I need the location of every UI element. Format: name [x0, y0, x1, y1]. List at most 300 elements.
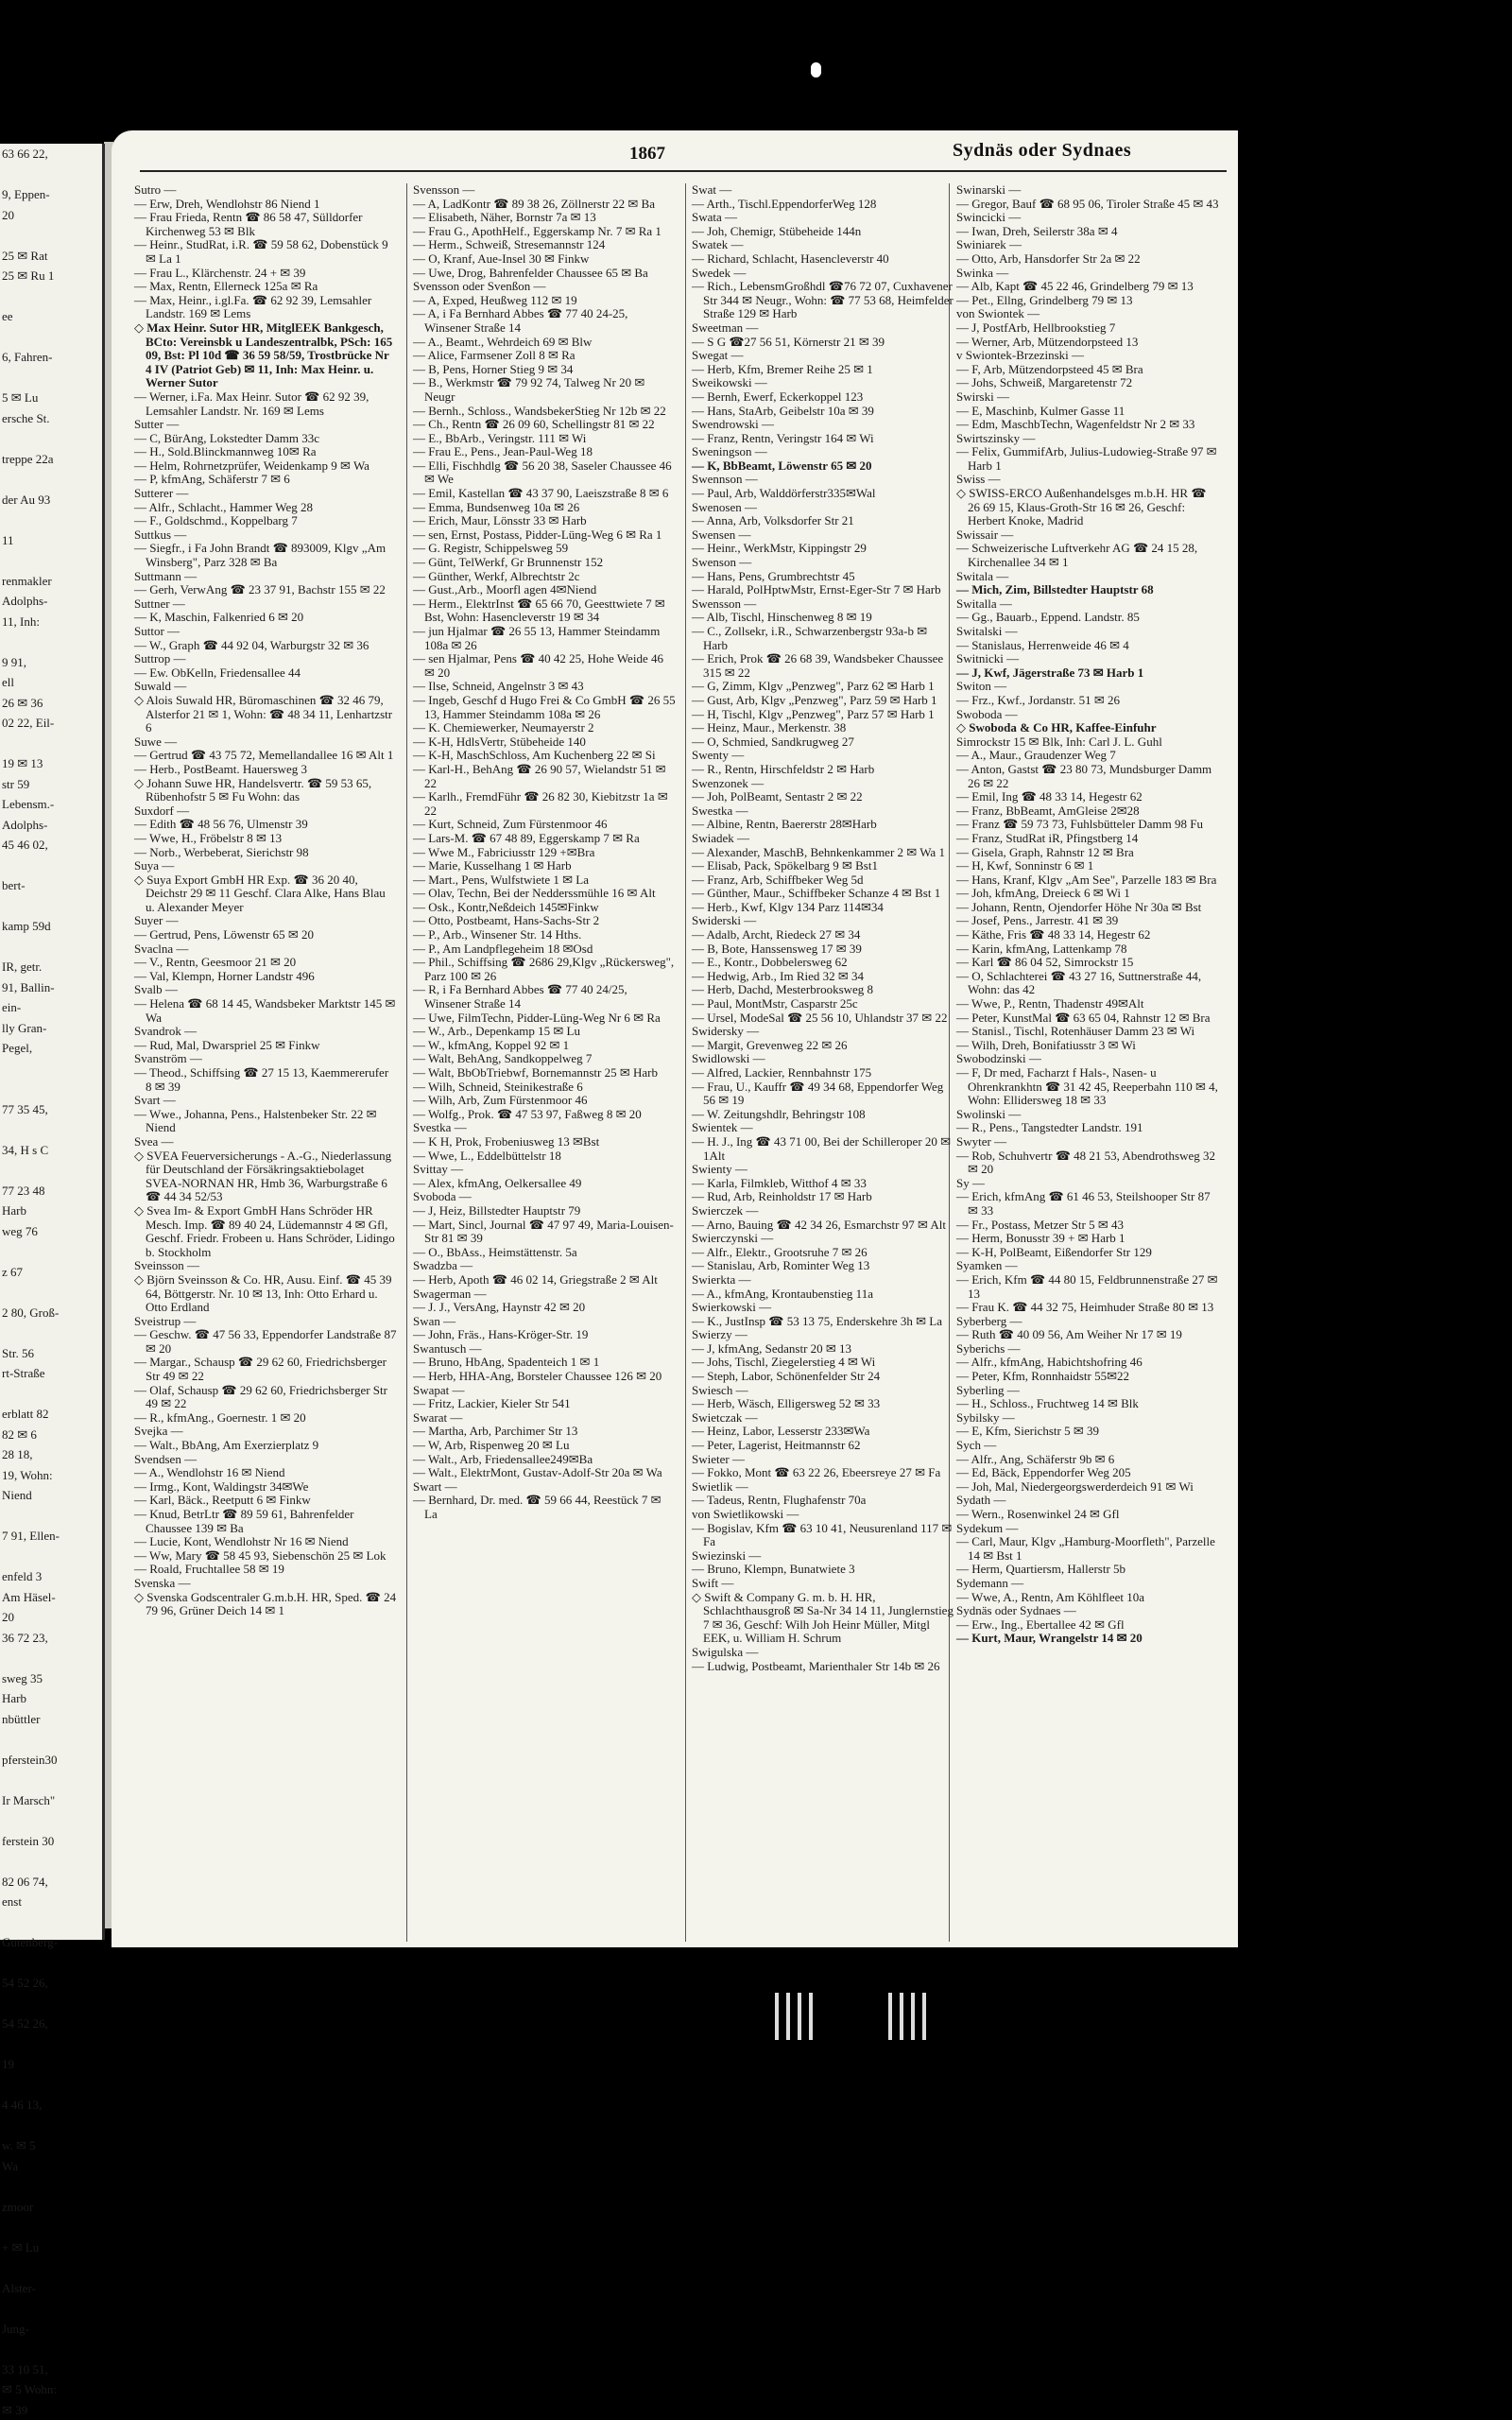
directory-entry: Swincicki — — [956, 211, 1219, 225]
directory-entry: Svandrok — — [134, 1025, 397, 1039]
directory-entry: — Heinr., StudRat, i.R. ☎ 59 58 62, Dobenstück 9 ✉ La 1 — [134, 238, 397, 266]
directory-entry: — Wwe, H., Fröbelstr 8 ✉ 13 — [134, 832, 397, 846]
header-rule — [140, 170, 1227, 172]
left-page-text-fragment: 5 ✉ Lu — [0, 388, 102, 408]
directory-entry: Sydekum — — [956, 1522, 1219, 1536]
left-page-text-fragment: Harb — [0, 1688, 102, 1709]
left-page-text-fragment: 45 46 02, — [0, 835, 102, 856]
directory-entry: Syberichs — — [956, 1342, 1219, 1357]
left-page-text-fragment: ell — [0, 672, 102, 693]
directory-entry: — C., Zollsekr, i.R., Schwarzenbergstr 93a-b ✉ Harb — [692, 625, 954, 652]
directory-entry: — Alfr., Elektr., Grootsruhe 7 ✉ 26 — [692, 1246, 954, 1260]
directory-entry: — F, Dr med, Facharzt f Hals-, Nasen- u Ohrenkrankhtn ☎ 31 42 45, Reeperbahn 110 ✉ 4, Wohn: Ellidersweg 18 ✉ 33 — [956, 1066, 1219, 1108]
directory-entry: — Karl, Bäck., Reetputt 6 ✉ Finkw — [134, 1494, 397, 1508]
left-page-text-fragment: renmakler — [0, 571, 102, 592]
directory-entry: — Ruth ☎ 40 09 56, Am Weiher Nr 17 ✉ 19 — [956, 1328, 1219, 1342]
directory-entry: Svalb — — [134, 983, 397, 997]
directory-entry: — Stanisl., Tischl, Rotenhäuser Damm 23 ✉ Wi — [956, 1025, 1219, 1039]
directory-entry: — Elisab, Pack, Spökelbarg 9 ✉ Bst1 — [692, 859, 954, 873]
directory-entry: — Arth., Tischl.EppendorferWeg 128 — [692, 198, 954, 212]
directory-entry: — Wwe, L., Eddelbüttelstr 18 — [413, 1150, 676, 1164]
left-page-text-fragment — [0, 2176, 102, 2197]
directory-entry: Sydath — — [956, 1494, 1219, 1508]
directory-entry: — Kurt, Maur, Wrangelstr 14 ✉ 20 — [956, 1632, 1219, 1646]
directory-entry: Swirski — — [956, 390, 1219, 405]
directory-entry: — Bogislav, Kfm ☎ 63 10 41, Neusurenland 117 ✉ Fa — [692, 1522, 954, 1549]
directory-entry: Swobodzinski — — [956, 1052, 1219, 1066]
directory-entry: Swienty — — [692, 1163, 954, 1177]
directory-entry: — Herm, Quartiersm, Hallerstr 5b — [956, 1563, 1219, 1577]
directory-entry: — Ludwig, Postbeamt, Marienthaler Str 14b ✉ 26 — [692, 1660, 954, 1674]
directory-entry: — Bernh., Schloss., WandsbekerStieg Nr 12b ✉ 22 — [413, 405, 676, 419]
directory-entry: ◇ Svea Im- & Export GmbH Hans Schröder HR Mesch. Imp. ☎ 89 40 24, Lüdemannstr 4 ✉ Gfl, Geschf. Friedr. Frobeen u. Hans Schröder, Lidingo b. Stockholm — [134, 1204, 397, 1259]
left-page-text-fragment: 36 72 23, — [0, 1628, 102, 1649]
left-page-text-fragment: 9, Eppen- — [0, 184, 102, 205]
directory-entry: ◇ SVEA Feuerversicherungs - A.-G., Niederlassung für Deutschland der Försäkringsaktiebolaget SVEA-NORNAN HR, Hmb 36, Warburgstraße 6 ☎ 44 34 52/53 — [134, 1150, 397, 1204]
directory-entry: — G. Registr, Schippelsweg 59 — [413, 542, 676, 556]
directory-entry: — John, Fräs., Hans-Kröger-Str. 19 — [413, 1328, 676, 1342]
directory-entry: ◇ Max Heinr. Sutor HR, MitglEEK Bankgesch, BCto: Vereinsbk u Landeszentralbk, PSch: 165 09, Bst: Pl 10d ☎ 36 59 58/59, Trostbrücke Nr 4 IV (Patriot Geb) ✉ 11, Inh: Max Heinr. u. Werner Sutor — [134, 321, 397, 390]
directory-entry: — Karin, kfmAng, Lattenkamp 78 — [956, 942, 1219, 957]
directory-entry: — Edm, MaschbTechn, Wagenfeldstr Nr 2 ✉ 33 — [956, 418, 1219, 432]
directory-entry: — Richard, Schlacht, Hasencleverstr 40 — [692, 252, 954, 267]
directory-entry: ◇ SWISS-ERCO Außenhandelsges m.b.H. HR ☎ 26 69 15, Klaus-Groth-Str 16 ✉ 26, Geschf: Herbert Knoke, Madrid — [956, 487, 1219, 528]
directory-entry: — Hans, StaArb, Geibelstr 10a ✉ 39 — [692, 405, 954, 419]
left-page-text-fragment — [0, 469, 102, 490]
directory-entry: Swidlowski — — [692, 1052, 954, 1066]
left-page-text-fragment: 19, Wohn: — [0, 1465, 102, 1486]
directory-entry: Swendrowski — — [692, 418, 954, 432]
directory-entry: — Bernh, Ewerf, Eckerkoppel 123 — [692, 390, 954, 405]
directory-entry: — Heinr., WerkMstr, Kippingstr 29 — [692, 542, 954, 556]
left-page-text-fragment: Str. 56 — [0, 1343, 102, 1364]
directory-entry: — Irmg., Kont, Waldingstr 34✉We — [134, 1480, 397, 1495]
directory-entry: — Alb, Kapt ☎ 45 22 46, Grindelberg 79 ✉ 13 — [956, 280, 1219, 294]
directory-entry: — Ch., Rentn ☎ 26 09 60, Schellingstr 81 ✉ 22 — [413, 418, 676, 432]
directory-entry: Svanström — — [134, 1052, 397, 1066]
left-page-text-fragment — [0, 1119, 102, 1140]
directory-entry: Swennson — — [692, 473, 954, 487]
directory-entry: — Stanislaus, Herrenweide 46 ✉ 4 — [956, 639, 1219, 653]
directory-entry: Swart — — [413, 1480, 676, 1495]
page-header — [112, 136, 1238, 170]
left-page-text-fragment: 28 18, — [0, 1444, 102, 1465]
directory-entry: — Franz, BbBeamt, AmGleise 2✉28 — [956, 804, 1219, 819]
directory-entry: — Theod., Schiffsing ☎ 27 15 13, Kaemmererufer 8 ✉ 39 — [134, 1066, 397, 1094]
directory-entry: — Kurt, Schneid, Zum Fürstenmoor 46 — [413, 818, 676, 832]
directory-entry: Swolinski — — [956, 1108, 1219, 1122]
directory-entry: — A., Wendlohstr 16 ✉ Niend — [134, 1466, 397, 1480]
directory-entry: Swirtszinsky — — [956, 432, 1219, 446]
directory-entry: — Schweizerische Luftverkehr AG ☎ 24 15 28, Kirchenallee 34 ✉ 1 — [956, 542, 1219, 569]
directory-entry: — Harald, PolHptwMstr, Ernst-Eger-Str 7 ✉ Harb — [692, 583, 954, 597]
directory-entry: — Norb., Werbeberat, Sierichstr 98 — [134, 846, 397, 860]
directory-entry: — H. J., Ing ☎ 43 71 00, Bei der Schilleroper 20 ✉ 1Alt — [692, 1135, 954, 1163]
left-page-text-fragment — [0, 1729, 102, 1750]
directory-entry: — Karla, Filmkleb, Witthof 4 ✉ 33 — [692, 1177, 954, 1191]
left-page-text-fragment — [0, 225, 102, 246]
directory-entry: Swierkowski — — [692, 1301, 954, 1315]
left-page-text-fragment: Lebensm.- — [0, 794, 102, 815]
left-page-text-fragment: 20 — [0, 1607, 102, 1628]
directory-entry: — Peter, Lagerist, Heitmannstr 62 — [692, 1439, 954, 1453]
directory-entry: Svendsen — — [134, 1453, 397, 1467]
directory-entry: Switalski — — [956, 625, 1219, 639]
directory-entry: — Hedwig, Arb., Im Ried 32 ✉ 34 — [692, 970, 954, 984]
directory-entry: — Erich, kfmAng ☎ 61 46 53, Steilshooper Str 87 ✉ 33 — [956, 1190, 1219, 1218]
left-page-text-fragment — [0, 510, 102, 530]
directory-entry: — O., BbAss., Heimstättenstr. 5a — [413, 1246, 676, 1260]
directory-entry: Swedek — — [692, 267, 954, 281]
directory-entry: — H, Tischl, Klgv „Penzweg", Parz 57 ✉ Harb 1 — [692, 708, 954, 722]
left-page-text-fragment — [0, 2257, 102, 2278]
directory-entry: — sen Hjalmar, Pens ☎ 40 42 25, Hohe Weide 46 ✉ 20 — [413, 652, 676, 680]
directory-entry: Syamken — — [956, 1259, 1219, 1273]
column-4 — [956, 183, 1219, 1942]
directory-entry: — Erw, Dreh, Wendlohstr 86 Niend 1 — [134, 198, 397, 212]
directory-entry: — Walt, BbObTriebwf, Bornemannstr 25 ✉ Harb — [413, 1066, 676, 1080]
directory-entry: — O, Kranf, Aue-Insel 30 ✉ Finkw — [413, 252, 676, 267]
left-page-text-fragment — [0, 2217, 102, 2238]
directory-entry: Sy — — [956, 1177, 1219, 1191]
directory-entry: — Günther, Werkf, Albrechtstr 2c — [413, 570, 676, 584]
column-3 — [692, 183, 954, 1942]
directory-entry: — Joh, kfmAng, Dreieck 6 ✉ Wi 1 — [956, 887, 1219, 901]
directory-entry: — K, BbBeamt, Löwenstr 65 ✉ 20 — [692, 459, 954, 474]
left-page-text-fragment: 25 ✉ Rat — [0, 246, 102, 267]
directory-entry: — Wwe M., Fabriciusstr 129 +✉Bra — [413, 846, 676, 860]
left-page-text-fragment: Adolphs- — [0, 591, 102, 612]
left-page-text-fragment — [0, 2339, 102, 2360]
directory-entry: Suwald — — [134, 680, 397, 694]
directory-entry: Swadzba — — [413, 1259, 676, 1273]
directory-entry: ◇ Swift & Company G. m. b. H. HR, Schlachthausgroß ✉ Sa-Nr 34 14 11, Junglernstieg 7 ✉ 36, Geschf: Wilh Joh Heinr Müller, Mitgl EEK, u. William H. Schrum — [692, 1591, 954, 1646]
directory-entry: — Lucie, Kont, Wendlohstr Nr 16 ✉ Niend — [134, 1535, 397, 1549]
left-page-text-fragment: ee — [0, 306, 102, 327]
left-page-text-fragment — [0, 1322, 102, 1343]
directory-entry: — Siegfr., i Fa John Brandt ☎ 893009, Klgv „Am Winsberg", Parz 328 ✉ Ba — [134, 542, 397, 569]
directory-entry: — C, BürAng, Lokstedter Damm 33c — [134, 432, 397, 446]
directory-entry: — Otto, Postbeamt, Hans-Sachs-Str 2 — [413, 914, 676, 928]
directory-entry: — Lars-M. ☎ 67 48 89, Eggerskamp 7 ✉ Ra — [413, 832, 676, 846]
directory-entry: Swierczynski — — [692, 1232, 954, 1246]
directory-entry: Syberberg — — [956, 1315, 1219, 1329]
directory-entry: — Johs, Schweiß, Margaretenstr 72 — [956, 376, 1219, 390]
column-1 — [134, 183, 397, 1942]
left-page-text-fragment: ✉ 39 — [0, 2400, 102, 2420]
directory-entry: Sutterer — — [134, 487, 397, 501]
directory-entry: Swoboda — — [956, 708, 1219, 722]
left-page-text-fragment: + ✉ Lu — [0, 2238, 102, 2258]
directory-entry: Sveistrup — — [134, 1315, 397, 1329]
directory-entry: — Herb., Kwf, Klgv 134 Parz 114✉34 — [692, 901, 954, 915]
directory-entry: Suya — — [134, 859, 397, 873]
directory-entry: Swientek — — [692, 1121, 954, 1135]
directory-entry: — K-H, PolBeamt, Eißendorfer Str 129 — [956, 1246, 1219, 1260]
left-page-text-fragment — [0, 734, 102, 754]
columns — [134, 183, 1232, 1942]
directory-entry: — Franz, Rentn, Veringstr 164 ✉ Wi — [692, 432, 954, 446]
directory-entry: Suxdorf — — [134, 804, 397, 819]
directory-entry: — Marie, Kusselhang 1 ✉ Harb — [413, 859, 676, 873]
left-page-text-fragment: ein- — [0, 997, 102, 1018]
directory-entry: Sydnäs oder Sydnaes — — [956, 1604, 1219, 1618]
left-page-text-fragment: ersche St. — [0, 408, 102, 429]
left-page-text-fragment — [0, 1953, 102, 1974]
directory-entry: — Bernhard, Dr. med. ☎ 59 66 44, Reestück 7 ✉ La — [413, 1494, 676, 1521]
running-head: Sydnäs oder Sydnaes — [953, 140, 1131, 162]
directory-entry: — J, Kwf, Jägerstraße 73 ✉ Harb 1 — [956, 666, 1219, 681]
left-page-text-fragment — [0, 1851, 102, 1872]
left-page-text-fragment — [0, 2075, 102, 2096]
left-page-text-fragment — [0, 2116, 102, 2136]
directory-entry: — Wwe., Johanna, Pens., Halstenbeker Str. 22 ✉ Niend — [134, 1108, 397, 1135]
directory-entry: Swegat — — [692, 349, 954, 363]
left-page-text-fragment: 19 — [0, 2054, 102, 2075]
directory-entry: — Ww, Mary ☎ 58 45 93, Siebenschön 25 ✉ Lok — [134, 1549, 397, 1564]
directory-entry: Suwe — — [134, 735, 397, 750]
directory-entry: Swapat — — [413, 1384, 676, 1398]
directory-entry: — Edith ☎ 48 56 76, Ulmenstr 39 — [134, 818, 397, 832]
directory-entry: — Alfr., Schlacht., Hammer Weg 28 — [134, 501, 397, 515]
left-page-text-fragment: 33 10 51, — [0, 2360, 102, 2380]
directory-entry: — Wilh, Schneid, Steinikestraße 6 — [413, 1080, 676, 1095]
directory-entry: ◇ Johann Suwe HR, Handelsvertr. ☎ 59 53 65, Rübenhofstr 5 ✉ Fu Wohn: das — [134, 777, 397, 804]
directory-entry: Swan — — [413, 1315, 676, 1329]
directory-entry: — Rud, Arb, Reinholdstr 17 ✉ Harb — [692, 1190, 954, 1204]
directory-entry: — F, Arb, Mützendorpsteed 45 ✉ Bra — [956, 363, 1219, 377]
directory-entry: Sutro — — [134, 183, 397, 198]
directory-entry: — V., Rentn, Geesmoor 21 ✉ 20 — [134, 956, 397, 970]
directory-entry: — K. Chemiewerker, Neumayerstr 2 — [413, 721, 676, 735]
directory-entry: — Erich, Prok ☎ 26 68 39, Wandsbeker Chaussee 315 ✉ 22 — [692, 652, 954, 680]
directory-entry: — Joh, PolBeamt, Sentastr 2 ✉ 22 — [692, 790, 954, 804]
directory-entry: — W., Graph ☎ 44 92 04, Warburgstr 32 ✉ 36 — [134, 639, 397, 653]
left-page-text-fragment — [0, 1912, 102, 1933]
directory-entry: — Emil, Kastellan ☎ 43 37 90, Laeiszstraße 8 ✉ 6 — [413, 487, 676, 501]
directory-entry: Sych — — [956, 1439, 1219, 1453]
directory-entry: — Alexander, MaschB, Behnkenkammer 2 ✉ Wa 1 — [692, 846, 954, 860]
directory-entry: — Otto, Arb, Hansdorfer Str 2a ✉ 22 — [956, 252, 1219, 267]
directory-entry: Svejka — — [134, 1425, 397, 1439]
directory-entry: Swissair — — [956, 528, 1219, 543]
directory-entry: — A, Exped, Heußweg 112 ✉ 19 — [413, 294, 676, 308]
directory-entry: Simrockstr 15 ✉ Blk, Inh: Carl J. L. Guhl — [956, 735, 1219, 750]
left-page-text-fragment: 63 66 22, — [0, 144, 102, 164]
directory-entry: — K-H, HdlsVertr, Stübeheide 140 — [413, 735, 676, 750]
directory-entry: Swenty — — [692, 749, 954, 763]
directory-entry: Swinka — — [956, 267, 1219, 281]
directory-entry: Swift — — [692, 1577, 954, 1591]
directory-entry: — Steph, Labor, Schönenfelder Str 24 — [692, 1370, 954, 1384]
directory-entry: — J. J., VersAng, Haynstr 42 ✉ 20 — [413, 1301, 676, 1315]
directory-entry: Svenska — — [134, 1577, 397, 1591]
directory-entry: — Mart, Sincl, Journal ☎ 47 97 49, Maria-Louisen-Str 81 ✉ 39 — [413, 1219, 676, 1246]
directory-entry: von Swiontek — — [956, 307, 1219, 321]
directory-entry: Swestka — — [692, 804, 954, 819]
directory-entry: Swiadek — — [692, 832, 954, 846]
left-page-text-fragment: 6, Fahren- — [0, 347, 102, 368]
directory-entry: — W., Arb., Depenkamp 15 ✉ Lu — [413, 1025, 676, 1039]
directory-entry: Swenzonek — — [692, 777, 954, 791]
left-page-text-fragment — [0, 1547, 102, 1567]
left-page-text-fragment: nbüttler — [0, 1709, 102, 1730]
directory-entry: — Olaf, Schausp ☎ 29 62 60, Friedrichsberger Str 49 ✉ 22 — [134, 1384, 397, 1411]
left-page-text-fragment — [0, 1241, 102, 1262]
left-page-text-fragment: sweg 35 — [0, 1668, 102, 1689]
directory-entry: Switalla — — [956, 597, 1219, 612]
directory-entry: — Phil., Schiffsing ☎ 2686 29,Klgv „Rückersweg", Parz 100 ✉ 26 — [413, 956, 676, 983]
directory-entry: Swensen — — [692, 528, 954, 543]
left-page-text-fragment — [0, 327, 102, 348]
directory-entry: — A., kfmAng, Krontaubenstieg 11a — [692, 1288, 954, 1302]
directory-entry: — Gertrud ☎ 43 75 72, Memellandallee 16 ✉ Alt 1 — [134, 749, 397, 763]
left-page-text-fragment — [0, 896, 102, 917]
left-page-text-fragment: 4 46 13, — [0, 2095, 102, 2116]
directory-entry: — Hans, Kranf, Klgv „Am See", Parzelle 183 ✉ Bra — [956, 873, 1219, 888]
directory-entry: Swagerman — — [413, 1288, 676, 1302]
directory-entry: — Johs, Tischl, Ziegelerstieg 4 ✉ Wi — [692, 1356, 954, 1370]
directory-entry: — Herm, Bonusstr 39 + ✉ Harb 1 — [956, 1232, 1219, 1246]
left-page-text-fragment — [0, 937, 102, 958]
directory-entry: Suttrop — — [134, 652, 397, 666]
directory-entry: — P, kfmAng, Schäferstr 7 ✉ 6 — [134, 473, 397, 487]
directory-entry: — Johann, Rentn, Ojendorfer Höhe Nr 30a ✉ Bst — [956, 901, 1219, 915]
directory-entry: — Heinz, Labor, Lesserstr 233✉Wa — [692, 1425, 954, 1439]
directory-entry: — R, i Fa Bernhard Abbes ☎ 77 40 24/25, Winsener Straße 14 — [413, 983, 676, 1011]
directory-entry: ◇ Björn Sveinsson & Co. HR, Ausu. Einf. ☎ 45 39 64, Böttgerstr. Nr. 10 ✉ 13, Inh: Otto Erhard u. Otto Erdland — [134, 1273, 397, 1315]
directory-entry: — Frau K. ☎ 44 32 75, Heimhuder Straße 80 ✉ 13 — [956, 1301, 1219, 1315]
left-page-text-fragment: 25 ✉ Ru 1 — [0, 266, 102, 286]
directory-entry: Suyer — — [134, 914, 397, 928]
directory-entry: — Mart., Pens, Wulfstwiete 1 ✉ La — [413, 873, 676, 888]
left-page-text-fragment: zmoor — [0, 2197, 102, 2218]
directory-entry: Sweikowski — — [692, 376, 954, 390]
directory-entry: — O, Schlachterei ☎ 43 27 16, Suttnerstraße 44, Wohn: das 42 — [956, 970, 1219, 997]
left-page-text-fragment — [0, 428, 102, 449]
directory-entry: — Wilh, Dreh, Bonifatiusstr 3 ✉ Wi — [956, 1039, 1219, 1053]
directory-entry: — Gertrud, Pens, Löwenstr 65 ✉ 20 — [134, 928, 397, 942]
directory-entry: — Emma, Bundsenweg 10a ✉ 26 — [413, 501, 676, 515]
directory-entry: — Alfred, Lackier, Rennbahnstr 175 — [692, 1066, 954, 1080]
left-page-text-fragment: Gutenberg- — [0, 1932, 102, 1953]
left-page-fragment — [0, 144, 105, 1940]
directory-entry: — Walt, BehAng, Sandkoppelweg 7 — [413, 1052, 676, 1066]
left-page-text-fragment: rt-Straße — [0, 1363, 102, 1384]
directory-entry: — Herb, Apoth ☎ 46 02 14, Griegstraße 2 ✉ Alt — [413, 1273, 676, 1288]
directory-entry: — E., Kontr., Dobbelersweg 62 — [692, 956, 954, 970]
directory-entry: — Paul, Arb, Walddörferstr335✉Wal — [692, 487, 954, 501]
directory-entry: — Roald, Fruchtallee 58 ✉ 19 — [134, 1563, 397, 1577]
left-page-text-fragment: 2 80, Groß- — [0, 1303, 102, 1323]
directory-entry: — Joh, Mal, Niedergeorgswerderdeich 91 ✉ Wi — [956, 1480, 1219, 1495]
directory-entry: — Herb, Wäsch, Elligersweg 52 ✉ 33 — [692, 1397, 954, 1411]
directory-entry: — Mich, Zim, Billstedter Hauptstr 68 — [956, 583, 1219, 597]
directory-entry: Suttor — — [134, 625, 397, 639]
directory-entry: Swiss — — [956, 473, 1219, 487]
directory-entry: — Walt., ElektrMont, Gustav-Adolf-Str 20a ✉ Wa — [413, 1466, 676, 1480]
directory-entry: — Franz, Arb, Schiffbeker Weg 5d — [692, 873, 954, 888]
directory-entry: — A, i Fa Bernhard Abbes ☎ 77 40 24-25, Winsener Straße 14 — [413, 307, 676, 335]
directory-entry: — Fritz, Lackier, Kieler Str 541 — [413, 1397, 676, 1411]
directory-entry: Swierkta — — [692, 1273, 954, 1288]
left-page-text-fragment: w. ✉ 5 — [0, 2135, 102, 2156]
directory-entry: — W, Arb, Rispenweg 20 ✉ Lu — [413, 1439, 676, 1453]
directory-entry: Suttkus — — [134, 528, 397, 543]
left-page-text-fragment: 82 ✉ 6 — [0, 1425, 102, 1445]
left-page-text-fragment — [0, 1994, 102, 2014]
directory-entry: — W., kfmAng, Koppel 92 ✉ 1 — [413, 1039, 676, 1053]
directory-entry: — F., Goldschmd., Koppelbarg 7 — [134, 514, 397, 528]
directory-entry: — Rich., LebensmGroßhdl ☎76 72 07, Cuxhavener Str 344 ✉ Neugr., Wohn: ☎ 77 53 68, Heimfelder Straße 129 ✉ Harb — [692, 280, 954, 321]
directory-entry: — Gerh, VerwAng ☎ 23 37 91, Bachstr 155 ✉ 22 — [134, 583, 397, 597]
directory-entry: Swensson — — [692, 597, 954, 612]
directory-entry: — Wilh, Arb, Zum Fürstenmoor 46 — [413, 1094, 676, 1108]
directory-entry: — W. Zeitungshdlr, Behringstr 108 — [692, 1108, 954, 1122]
left-page-text-fragment: 26 ✉ 36 — [0, 693, 102, 714]
directory-entry: — Anton, Gastst ☎ 23 80 73, Mundsburger Damm 26 ✉ 22 — [956, 763, 1219, 790]
left-page-text-fragment: ✉ 5 Wohn: — [0, 2379, 102, 2400]
directory-entry: Sweetman — — [692, 321, 954, 336]
left-page-text-fragment: z 67 — [0, 1262, 102, 1283]
directory-entry: — Gisela, Graph, Rahnstr 12 ✉ Bra — [956, 846, 1219, 860]
directory-entry: Swarat — — [413, 1411, 676, 1426]
directory-entry: — Margit, Grevenweg 22 ✉ 26 — [692, 1039, 954, 1053]
directory-entry: — Erw., Ing., Ebertallee 42 ✉ Gfl — [956, 1618, 1219, 1633]
left-page-text-fragment — [0, 1506, 102, 1527]
directory-entry: — Fokko, Mont ☎ 63 22 26, Ebeersreye 27 ✉ Fa — [692, 1466, 954, 1480]
directory-entry: — Emil, Ing ☎ 48 33 14, Hegestr 62 — [956, 790, 1219, 804]
directory-entry: Swyter — — [956, 1135, 1219, 1150]
directory-entry: — B, Bote, Hanssensweg 17 ✉ 39 — [692, 942, 954, 957]
left-page-text-fragment: Pegel, — [0, 1038, 102, 1059]
directory-entry: — Carl, Maur, Klgv „Hamburg-Moorfleth", Parzelle 14 ✉ Bst 1 — [956, 1535, 1219, 1563]
directory-entry: Swenson — — [692, 556, 954, 570]
left-page-text-fragment: weg 76 — [0, 1221, 102, 1242]
left-page-text-fragment: 19 ✉ 13 — [0, 753, 102, 774]
directory-entry: — K, Maschin, Falkenried 6 ✉ 20 — [134, 611, 397, 625]
directory-entry: — Frau, U., Kauffr ☎ 49 34 68, Eppendorfer Weg 56 ✉ 19 — [692, 1080, 954, 1108]
directory-entry: — Ed, Bäck, Eppendorfer Weg 205 — [956, 1466, 1219, 1480]
left-page-text-fragment — [0, 2298, 102, 2319]
left-page-text-fragment: 34, H s C — [0, 1140, 102, 1161]
left-page-text-fragment: Wa — [0, 2156, 102, 2177]
left-page-text-fragment: Alster- — [0, 2278, 102, 2299]
left-page-text-fragment: der Au 93 — [0, 490, 102, 510]
left-page-text-fragment: erblatt 82 — [0, 1404, 102, 1425]
directory-entry: Svestka — — [413, 1121, 676, 1135]
directory-entry: — Elli, Fischhdlg ☎ 56 20 38, Saseler Chaussee 46 ✉ We — [413, 459, 676, 487]
directory-entry: Swietlik — — [692, 1480, 954, 1495]
left-page-text-fragment — [0, 1160, 102, 1181]
directory-entry: — Werner, Arb, Mützendorpsteed 13 — [956, 336, 1219, 350]
directory-entry: — S G ☎27 56 51, Körnerstr 21 ✉ 39 — [692, 336, 954, 350]
left-page-text-fragment: Ir Marsch" — [0, 1790, 102, 1811]
left-page-text-fragment: enst — [0, 1892, 102, 1912]
directory-entry: — Heinz, Maur., Merkenstr. 38 — [692, 721, 954, 735]
directory-entry: — Olav, Techn, Bei der Nedderssmühle 16 ✉ Alt — [413, 887, 676, 901]
directory-entry: Switon — — [956, 680, 1219, 694]
directory-entry: — Fr., Postass, Metzer Str 5 ✉ 43 — [956, 1219, 1219, 1233]
directory-entry: Svart — — [134, 1094, 397, 1108]
directory-entry: von Swietlikowski — — [692, 1508, 954, 1522]
directory-entry: — Peter, Kfm, Ronnhaidstr 55✉22 — [956, 1370, 1219, 1384]
directory-entry: — J, Heiz, Billstedter Hauptstr 79 — [413, 1204, 676, 1219]
directory-entry: — B, Pens, Horner Stieg 9 ✉ 34 — [413, 363, 676, 377]
left-page-text-fragment: 20 — [0, 205, 102, 226]
directory-entry: — Günt, TelWerkf, Gr Brunnenstr 152 — [413, 556, 676, 570]
directory-entry: Svensson — — [413, 183, 676, 198]
